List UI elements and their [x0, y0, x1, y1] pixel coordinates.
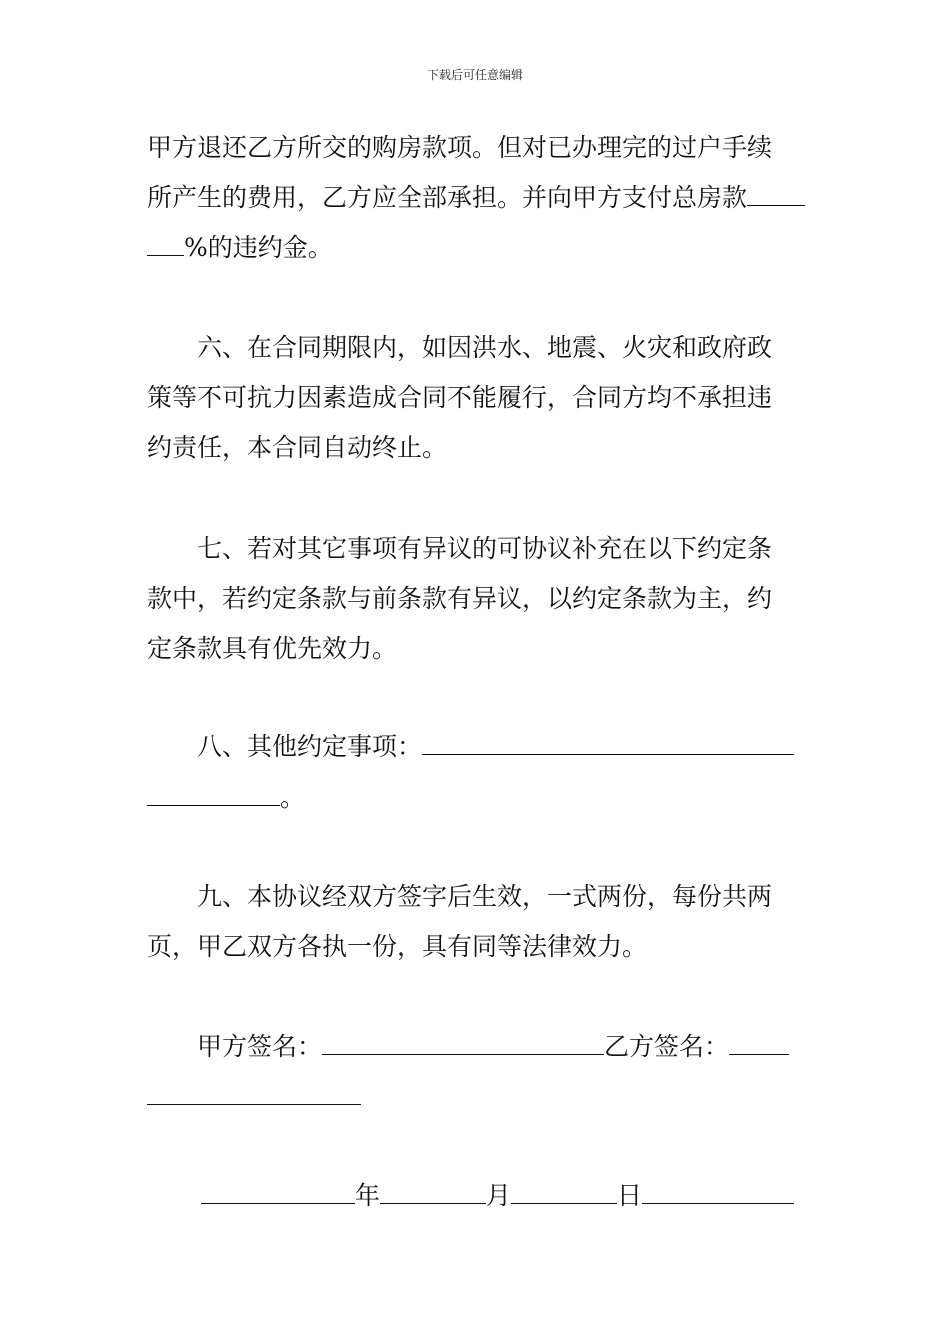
party-b-signature-blank-2	[147, 1082, 361, 1105]
other-terms-blank-2	[147, 783, 280, 806]
clause9-line2: 页，甲乙双方各执一份，具有同等法律效力。	[147, 932, 648, 961]
penalty-blank-1	[747, 183, 805, 206]
date-line	[201, 1181, 794, 1211]
month-label: 月	[486, 1181, 512, 1210]
clause6-line3: 约责任，本合同自动终止。	[147, 433, 448, 462]
clause5-line3	[147, 233, 333, 263]
clause5-line2	[147, 183, 805, 213]
clause5-line3-text: %的违约金。	[184, 233, 333, 262]
clause6-line1: 六、在合同期限内，如因洪水、地震、火灾和政府政	[197, 333, 773, 362]
party-a-signature-label: 甲方签名：	[197, 1032, 323, 1061]
header-watermark: 下载后可任意编辑	[426, 68, 523, 82]
clause6-line2: 策等不可抗力因素造成合同不能履行，合同方均不承担违	[147, 383, 773, 412]
signature-line	[197, 1032, 789, 1062]
clause9-line1: 九、本协议经双方签字后生效，一式两份，每份共两	[197, 882, 773, 911]
clause8-label: 八、其他约定事项：	[197, 732, 423, 761]
clause7-line1: 七、若对其它事项有异议的可协议补充在以下约定条	[197, 534, 773, 563]
day-label: 日	[617, 1181, 643, 1210]
party-b-signature-blank-1	[729, 1032, 789, 1055]
clause7-line3: 定条款具有优先效力。	[147, 634, 398, 663]
other-terms-blank-1	[422, 732, 794, 755]
day-blank	[511, 1181, 617, 1204]
party-b-signature-label: 乙方签名：	[604, 1032, 730, 1061]
clause8-line1	[197, 732, 794, 762]
clause7-line2: 款中，若约定条款与前条款有异议，以约定条款为主，约	[147, 584, 773, 613]
clause5-line2-text: 所产生的费用，乙方应全部承担。并向甲方支付总房款	[147, 183, 748, 212]
signature-line-2	[147, 1082, 361, 1112]
clause5-line1: 甲方退还乙方所交的购房款项。但对已办理完的过户手续	[147, 133, 773, 162]
date-tail-blank	[642, 1181, 794, 1204]
party-a-signature-blank	[322, 1032, 604, 1055]
clause8-line2	[147, 783, 305, 813]
clause8-end: 。	[280, 783, 306, 812]
penalty-blank-2	[147, 233, 184, 256]
month-blank	[380, 1181, 486, 1204]
year-label: 年	[355, 1181, 381, 1210]
year-blank	[201, 1181, 355, 1204]
